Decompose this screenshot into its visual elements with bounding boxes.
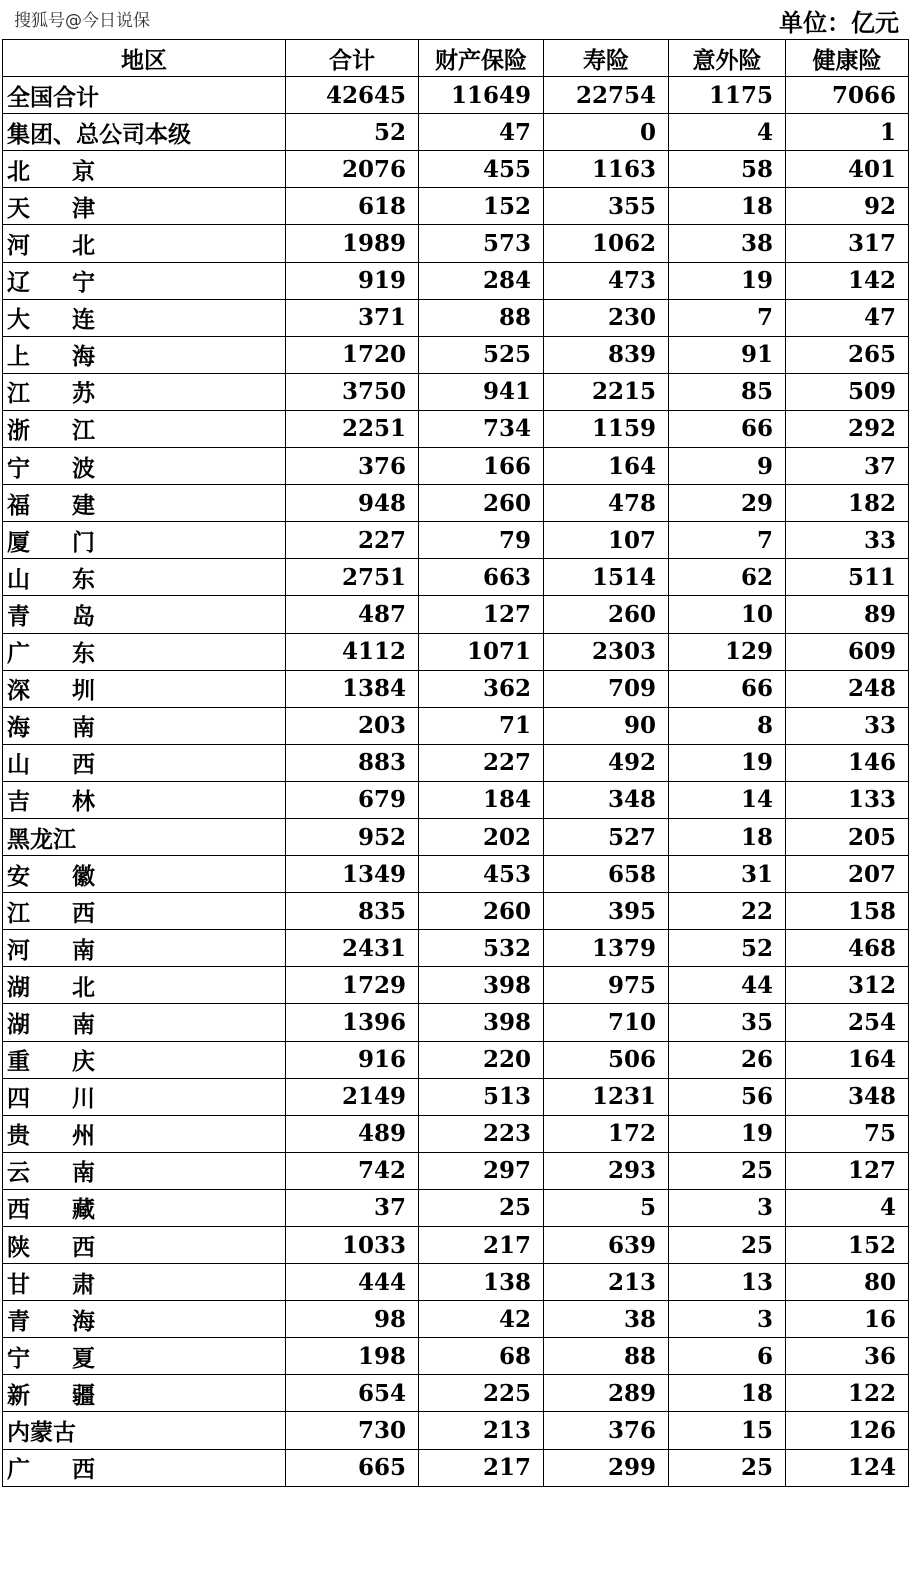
cell-health: 158	[786, 893, 909, 930]
table-row	[3, 1412, 909, 1449]
cell-life: 38	[544, 1301, 669, 1338]
cell-life: 90	[544, 707, 669, 744]
header-row	[3, 40, 909, 77]
cell-life: 506	[544, 1041, 669, 1078]
cell-health: 348	[786, 1078, 909, 1115]
cell-property: 42	[419, 1301, 544, 1338]
cell-health: 75	[786, 1115, 909, 1152]
cell-property: 127	[419, 596, 544, 633]
cell-total: 37	[286, 1189, 419, 1226]
table-row	[3, 485, 909, 522]
table-row	[3, 1152, 909, 1189]
cell-life: 164	[544, 448, 669, 485]
cell-life: 709	[544, 670, 669, 707]
cell-property: 25	[419, 1189, 544, 1226]
table-row	[3, 1301, 909, 1338]
cell-property: 573	[419, 225, 544, 262]
cell-accident: 25	[669, 1152, 786, 1189]
cell-property: 217	[419, 1227, 544, 1264]
cell-accident: 7	[669, 299, 786, 336]
table-row	[3, 893, 909, 930]
cell-region: 广西	[3, 1449, 286, 1486]
cell-property: 71	[419, 707, 544, 744]
cell-health: 33	[786, 522, 909, 559]
cell-total: 919	[286, 262, 419, 299]
cell-property: 398	[419, 967, 544, 1004]
cell-property: 227	[419, 744, 544, 781]
cell-health: 207	[786, 856, 909, 893]
cell-total: 665	[286, 1449, 419, 1486]
cell-life: 22754	[544, 77, 669, 114]
cell-accident: 26	[669, 1041, 786, 1078]
cell-total: 916	[286, 1041, 419, 1078]
cell-accident: 29	[669, 485, 786, 522]
cell-life: 639	[544, 1227, 669, 1264]
cell-health: 317	[786, 225, 909, 262]
cell-accident: 14	[669, 781, 786, 818]
cell-region: 全国合计	[3, 77, 286, 114]
cell-region: 重庆	[3, 1041, 286, 1078]
cell-total: 2431	[286, 930, 419, 967]
cell-property: 88	[419, 299, 544, 336]
cell-life: 395	[544, 893, 669, 930]
cell-total: 1396	[286, 1004, 419, 1041]
cell-total: 618	[286, 188, 419, 225]
cell-property: 202	[419, 818, 544, 855]
cell-accident: 18	[669, 188, 786, 225]
table-row	[3, 1004, 909, 1041]
cell-health: 152	[786, 1227, 909, 1264]
cell-life: 1062	[544, 225, 669, 262]
cell-property: 138	[419, 1264, 544, 1301]
cell-health: 205	[786, 818, 909, 855]
table-row	[3, 373, 909, 410]
cell-property: 11649	[419, 77, 544, 114]
cell-total: 1989	[286, 225, 419, 262]
cell-total: 2149	[286, 1078, 419, 1115]
cell-health: 126	[786, 1412, 909, 1449]
cell-total: 227	[286, 522, 419, 559]
cell-region: 江西	[3, 893, 286, 930]
table-row	[3, 188, 909, 225]
cell-accident: 18	[669, 1375, 786, 1412]
cell-property: 941	[419, 373, 544, 410]
table-row	[3, 1041, 909, 1078]
cell-total: 203	[286, 707, 419, 744]
cell-property: 47	[419, 114, 544, 151]
table-row	[3, 1078, 909, 1115]
cell-property: 532	[419, 930, 544, 967]
cell-health: 37	[786, 448, 909, 485]
cell-total: 198	[286, 1338, 419, 1375]
cell-life: 1514	[544, 559, 669, 596]
cell-health: 4	[786, 1189, 909, 1226]
cell-life: 710	[544, 1004, 669, 1041]
cell-health: 36	[786, 1338, 909, 1375]
cell-accident: 19	[669, 744, 786, 781]
cell-accident: 19	[669, 262, 786, 299]
table-row	[3, 930, 909, 967]
header-property: 财产保险	[419, 40, 544, 77]
cell-total: 742	[286, 1152, 419, 1189]
cell-life: 107	[544, 522, 669, 559]
cell-property: 166	[419, 448, 544, 485]
table-row	[3, 1227, 909, 1264]
cell-accident: 31	[669, 856, 786, 893]
cell-health: 182	[786, 485, 909, 522]
cell-accident: 25	[669, 1227, 786, 1264]
cell-property: 513	[419, 1078, 544, 1115]
cell-accident: 85	[669, 373, 786, 410]
cell-life: 172	[544, 1115, 669, 1152]
cell-accident: 66	[669, 410, 786, 447]
cell-accident: 13	[669, 1264, 786, 1301]
table-body	[3, 77, 909, 1487]
cell-region: 贵州	[3, 1115, 286, 1152]
table-row	[3, 1189, 909, 1226]
cell-health: 254	[786, 1004, 909, 1041]
table-row	[3, 633, 909, 670]
cell-accident: 56	[669, 1078, 786, 1115]
cell-property: 297	[419, 1152, 544, 1189]
cell-region: 甘肃	[3, 1264, 286, 1301]
cell-health: 312	[786, 967, 909, 1004]
table-row	[3, 336, 909, 373]
cell-health: 47	[786, 299, 909, 336]
table-row	[3, 151, 909, 188]
cell-total: 679	[286, 781, 419, 818]
header-region: 地区	[3, 40, 286, 77]
header-health: 健康险	[786, 40, 909, 77]
cell-region: 集团、总公司本级	[3, 114, 286, 151]
cell-health: 164	[786, 1041, 909, 1078]
cell-total: 952	[286, 818, 419, 855]
cell-life: 348	[544, 781, 669, 818]
cell-health: 124	[786, 1449, 909, 1486]
cell-total: 2251	[286, 410, 419, 447]
cell-life: 213	[544, 1264, 669, 1301]
table-row	[3, 818, 909, 855]
cell-life: 2215	[544, 373, 669, 410]
cell-property: 260	[419, 485, 544, 522]
cell-life: 1159	[544, 410, 669, 447]
cell-total: 376	[286, 448, 419, 485]
cell-health: 133	[786, 781, 909, 818]
cell-property: 184	[419, 781, 544, 818]
cell-health: 509	[786, 373, 909, 410]
unit-label: 单位：亿元	[779, 8, 899, 37]
cell-property: 453	[419, 856, 544, 893]
cell-accident: 8	[669, 707, 786, 744]
cell-health: 265	[786, 336, 909, 373]
cell-property: 213	[419, 1412, 544, 1449]
cell-total: 4112	[286, 633, 419, 670]
cell-health: 146	[786, 744, 909, 781]
cell-life: 289	[544, 1375, 669, 1412]
cell-health: 33	[786, 707, 909, 744]
cell-life: 478	[544, 485, 669, 522]
cell-health: 1	[786, 114, 909, 151]
table-row	[3, 410, 909, 447]
cell-accident: 7	[669, 522, 786, 559]
cell-accident: 35	[669, 1004, 786, 1041]
cell-life: 1163	[544, 151, 669, 188]
table-row	[3, 744, 909, 781]
cell-total: 883	[286, 744, 419, 781]
cell-accident: 66	[669, 670, 786, 707]
cell-total: 1729	[286, 967, 419, 1004]
cell-accident: 52	[669, 930, 786, 967]
cell-accident: 18	[669, 818, 786, 855]
table-row	[3, 77, 909, 114]
cell-region: 宁波	[3, 448, 286, 485]
table-row	[3, 856, 909, 893]
cell-region: 西藏	[3, 1189, 286, 1226]
cell-life: 230	[544, 299, 669, 336]
cell-accident: 44	[669, 967, 786, 1004]
cell-property: 223	[419, 1115, 544, 1152]
cell-life: 2303	[544, 633, 669, 670]
cell-health: 80	[786, 1264, 909, 1301]
cell-region: 天津	[3, 188, 286, 225]
cell-region: 深圳	[3, 670, 286, 707]
table-row	[3, 596, 909, 633]
cell-accident: 25	[669, 1449, 786, 1486]
cell-accident: 6	[669, 1338, 786, 1375]
cell-health: 292	[786, 410, 909, 447]
cell-region: 海南	[3, 707, 286, 744]
cell-region: 河南	[3, 930, 286, 967]
cell-property: 1071	[419, 633, 544, 670]
table-row	[3, 559, 909, 596]
cell-region: 上海	[3, 336, 286, 373]
cell-total: 487	[286, 596, 419, 633]
table-row	[3, 114, 909, 151]
table-row	[3, 707, 909, 744]
table-row	[3, 1449, 909, 1486]
cell-accident: 129	[669, 633, 786, 670]
cell-life: 260	[544, 596, 669, 633]
cell-total: 654	[286, 1375, 419, 1412]
header-life: 寿险	[544, 40, 669, 77]
cell-total: 1384	[286, 670, 419, 707]
cell-region: 山东	[3, 559, 286, 596]
cell-property: 68	[419, 1338, 544, 1375]
cell-region: 厦门	[3, 522, 286, 559]
cell-property: 455	[419, 151, 544, 188]
cell-life: 88	[544, 1338, 669, 1375]
cell-region: 北京	[3, 151, 286, 188]
cell-region: 四川	[3, 1078, 286, 1115]
cell-life: 473	[544, 262, 669, 299]
cell-total: 2751	[286, 559, 419, 596]
table-row	[3, 225, 909, 262]
cell-total: 730	[286, 1412, 419, 1449]
cell-region: 青海	[3, 1301, 286, 1338]
cell-region: 新疆	[3, 1375, 286, 1412]
cell-region: 青岛	[3, 596, 286, 633]
cell-property: 225	[419, 1375, 544, 1412]
cell-property: 284	[419, 262, 544, 299]
cell-accident: 9	[669, 448, 786, 485]
cell-region: 湖北	[3, 967, 286, 1004]
cell-region: 河北	[3, 225, 286, 262]
cell-region: 云南	[3, 1152, 286, 1189]
cell-accident: 3	[669, 1301, 786, 1338]
cell-total: 42645	[286, 77, 419, 114]
watermark: 搜狐号@今日说保	[14, 11, 150, 31]
cell-health: 89	[786, 596, 909, 633]
cell-total: 948	[286, 485, 419, 522]
cell-property: 220	[419, 1041, 544, 1078]
table-row	[3, 1338, 909, 1375]
cell-life: 839	[544, 336, 669, 373]
cell-health: 401	[786, 151, 909, 188]
cell-health: 511	[786, 559, 909, 596]
cell-total: 489	[286, 1115, 419, 1152]
cell-accident: 91	[669, 336, 786, 373]
cell-region: 安徽	[3, 856, 286, 893]
cell-region: 湖南	[3, 1004, 286, 1041]
cell-property: 217	[419, 1449, 544, 1486]
cell-life: 658	[544, 856, 669, 893]
table-row	[3, 1264, 909, 1301]
cell-life: 1379	[544, 930, 669, 967]
cell-total: 2076	[286, 151, 419, 188]
cell-property: 79	[419, 522, 544, 559]
cell-total: 1349	[286, 856, 419, 893]
cell-health: 122	[786, 1375, 909, 1412]
cell-life: 0	[544, 114, 669, 151]
cell-region: 大连	[3, 299, 286, 336]
cell-property: 663	[419, 559, 544, 596]
cell-accident: 10	[669, 596, 786, 633]
cell-total: 444	[286, 1264, 419, 1301]
cell-total: 1033	[286, 1227, 419, 1264]
table-row	[3, 448, 909, 485]
cell-health: 16	[786, 1301, 909, 1338]
cell-accident: 58	[669, 151, 786, 188]
cell-life: 355	[544, 188, 669, 225]
table-row	[3, 299, 909, 336]
cell-health: 609	[786, 633, 909, 670]
cell-region: 浙江	[3, 410, 286, 447]
cell-region: 黑龙江	[3, 818, 286, 855]
cell-property: 362	[419, 670, 544, 707]
cell-accident: 3	[669, 1189, 786, 1226]
cell-property: 152	[419, 188, 544, 225]
cell-life: 293	[544, 1152, 669, 1189]
table-row	[3, 522, 909, 559]
cell-accident: 19	[669, 1115, 786, 1152]
cell-region: 山西	[3, 744, 286, 781]
cell-accident: 22	[669, 893, 786, 930]
cell-accident: 38	[669, 225, 786, 262]
table-row	[3, 1375, 909, 1412]
cell-life: 527	[544, 818, 669, 855]
cell-region: 陕西	[3, 1227, 286, 1264]
table-row	[3, 967, 909, 1004]
cell-health: 92	[786, 188, 909, 225]
cell-accident: 4	[669, 114, 786, 151]
cell-total: 371	[286, 299, 419, 336]
cell-health: 142	[786, 262, 909, 299]
cell-region: 江苏	[3, 373, 286, 410]
table-row	[3, 262, 909, 299]
cell-life: 975	[544, 967, 669, 1004]
cell-life: 5	[544, 1189, 669, 1226]
cell-health: 468	[786, 930, 909, 967]
cell-life: 1231	[544, 1078, 669, 1115]
cell-region: 福建	[3, 485, 286, 522]
cell-life: 492	[544, 744, 669, 781]
cell-total: 98	[286, 1301, 419, 1338]
cell-region: 广东	[3, 633, 286, 670]
cell-total: 1720	[286, 336, 419, 373]
table-row	[3, 781, 909, 818]
cell-property: 734	[419, 410, 544, 447]
cell-health: 7066	[786, 77, 909, 114]
cell-total: 835	[286, 893, 419, 930]
table-row	[3, 1115, 909, 1152]
cell-region: 辽宁	[3, 262, 286, 299]
cell-property: 398	[419, 1004, 544, 1041]
cell-property: 260	[419, 893, 544, 930]
cell-region: 内蒙古	[3, 1412, 286, 1449]
cell-life: 299	[544, 1449, 669, 1486]
cell-accident: 1175	[669, 77, 786, 114]
cell-health: 248	[786, 670, 909, 707]
header-accident: 意外险	[669, 40, 786, 77]
cell-life: 376	[544, 1412, 669, 1449]
cell-property: 525	[419, 336, 544, 373]
cell-region: 宁夏	[3, 1338, 286, 1375]
cell-accident: 15	[669, 1412, 786, 1449]
cell-total: 3750	[286, 373, 419, 410]
header-total: 合计	[286, 40, 419, 77]
cell-accident: 62	[669, 559, 786, 596]
cell-region: 吉林	[3, 781, 286, 818]
insurance-premium-table	[2, 39, 909, 1487]
cell-health: 127	[786, 1152, 909, 1189]
cell-total: 52	[286, 114, 419, 151]
table-row	[3, 670, 909, 707]
